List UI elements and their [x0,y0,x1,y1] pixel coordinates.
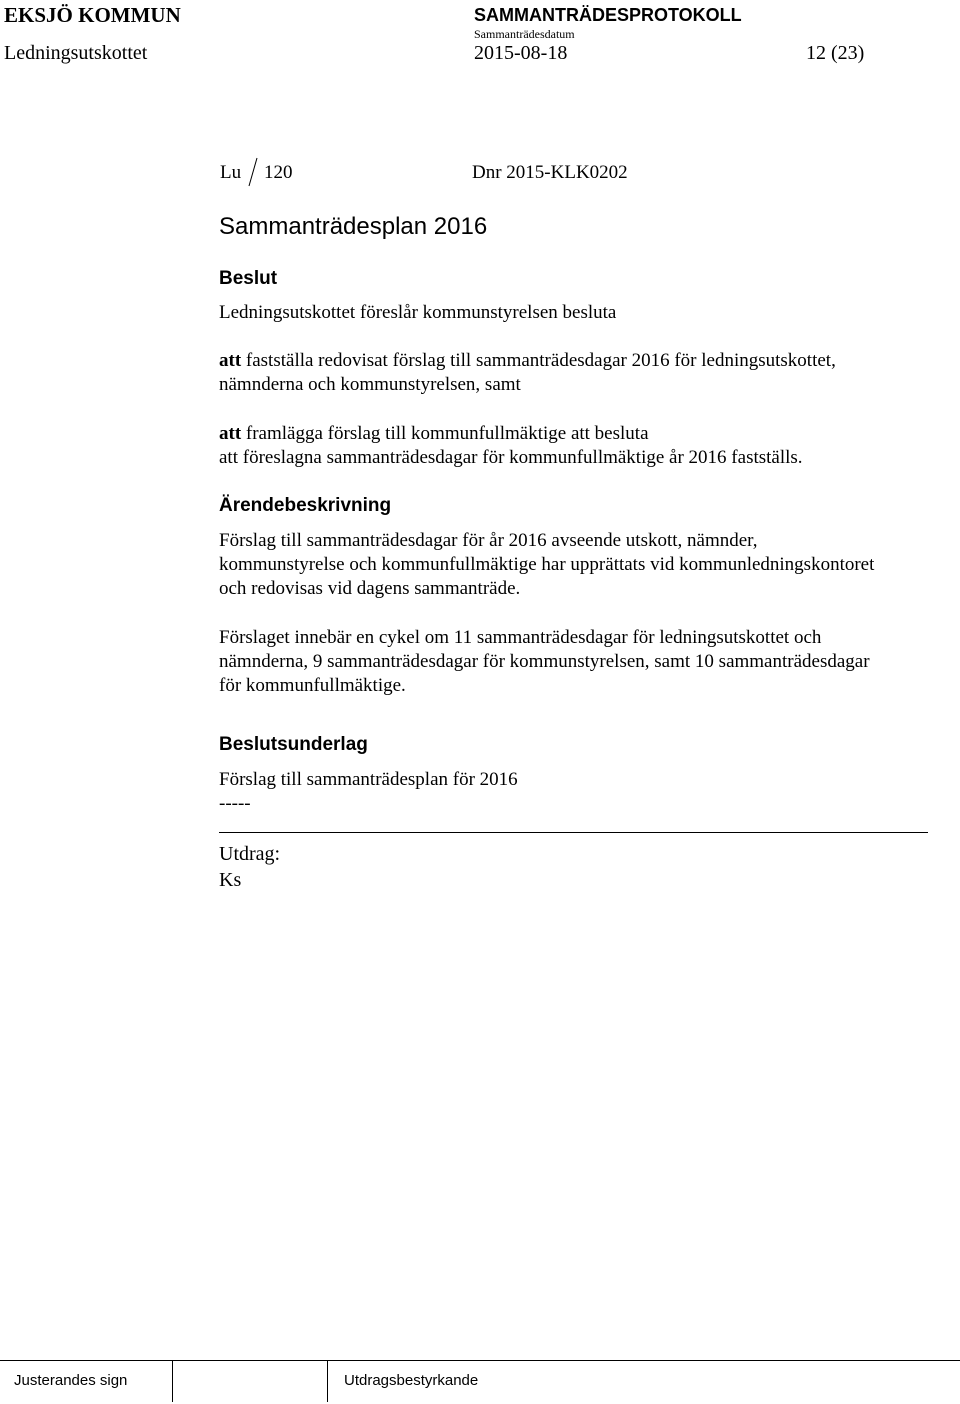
beslut-item-1-text: fastställa redovisat förslag till sammanträdesdagar 2016 för ledningsutskottet, [245,350,836,371]
beslut-heading: Beslut [219,268,278,289]
beslutsunderlag-list [219,768,949,816]
beslut-item-1-line2: nämnderna och kommunstyrelsen, samt [219,374,521,395]
beslut-item-1-line1 [219,349,949,373]
beslut-item-2-line1 [219,422,949,446]
page-number: 12 (23) [806,42,865,64]
beslutsunderlag-item: Förslag till sammanträdesplan för 2016 [219,769,518,790]
case-number: 120 [264,162,293,183]
beslut-item-1 [219,349,949,397]
footer-divider [172,1360,173,1402]
horizontal-rule [219,832,928,833]
arendebeskrivning-paragraph-1 [219,529,949,601]
diary-number: Dnr 2015-KLK0202 [472,162,628,183]
beslut-item-2-text: framlägga förslag till kommunfullmäktige att besluta [245,423,649,444]
arendebeskrivning-paragraph-2 [219,626,949,698]
utdrag-recipient: Ks [219,869,242,891]
arendebeskrivning-heading: Ärendebeskrivning [219,495,392,516]
organization-name: EKSJÖ KOMMUN [4,3,181,27]
committee-name: Ledningsutskottet [4,42,148,64]
utdrag-label: Utdrag: [219,843,281,865]
paragraph-line: Förslaget innebär en cykel om 11 sammanträdesdagar för ledningsutskottet och [219,627,822,648]
section-mark-icon [247,157,259,187]
case-prefix: Lu [220,162,242,183]
beslutsunderlag-heading: Beslutsunderlag [219,734,368,755]
paragraph-line: Förslag till sammanträdesdagar för år 2016 avseende utskott, nämnder, [219,530,758,551]
footer-rule [0,1360,960,1361]
att-keyword: att [219,350,242,371]
page-title: Sammanträdesplan 2016 [219,213,488,240]
date-label: Sammanträdesdatum [474,27,575,41]
beslut-item-2 [219,422,949,470]
beslut-item-2-line2: att föreslagna sammanträdesdagar för kommunfullmäktige år 2016 fastställs. [219,447,803,468]
document-type: SAMMANTRÄDESPROTOKOLL [474,5,742,25]
utdragsbestyrkande-label: Utdragsbestyrkande [344,1372,479,1389]
footer-divider [327,1360,328,1402]
att-keyword: att [219,423,242,444]
justerandes-sign-label: Justerandes sign [14,1372,128,1389]
utdrag-block [219,841,949,893]
beslut-intro [219,301,949,325]
paragraph-line: nämnderna, 9 sammanträdesdagar för kommunstyrelsen, samt 10 sammanträdesdagar [219,651,870,672]
paragraph-line: och redovisas vid dagens sammanträde. [219,578,521,599]
paragraph-line: för kommunfullmäktige. [219,675,406,696]
paragraph-line: kommunstyrelse och kommunfullmäktige har upprättats vid kommunledningskontoret [219,554,875,575]
beslut-intro-text: Ledningsutskottet föreslår kommunstyrelsen besluta [219,302,617,323]
separator-dashes: ----- [219,793,251,814]
meeting-date: 2015-08-18 [474,42,568,64]
